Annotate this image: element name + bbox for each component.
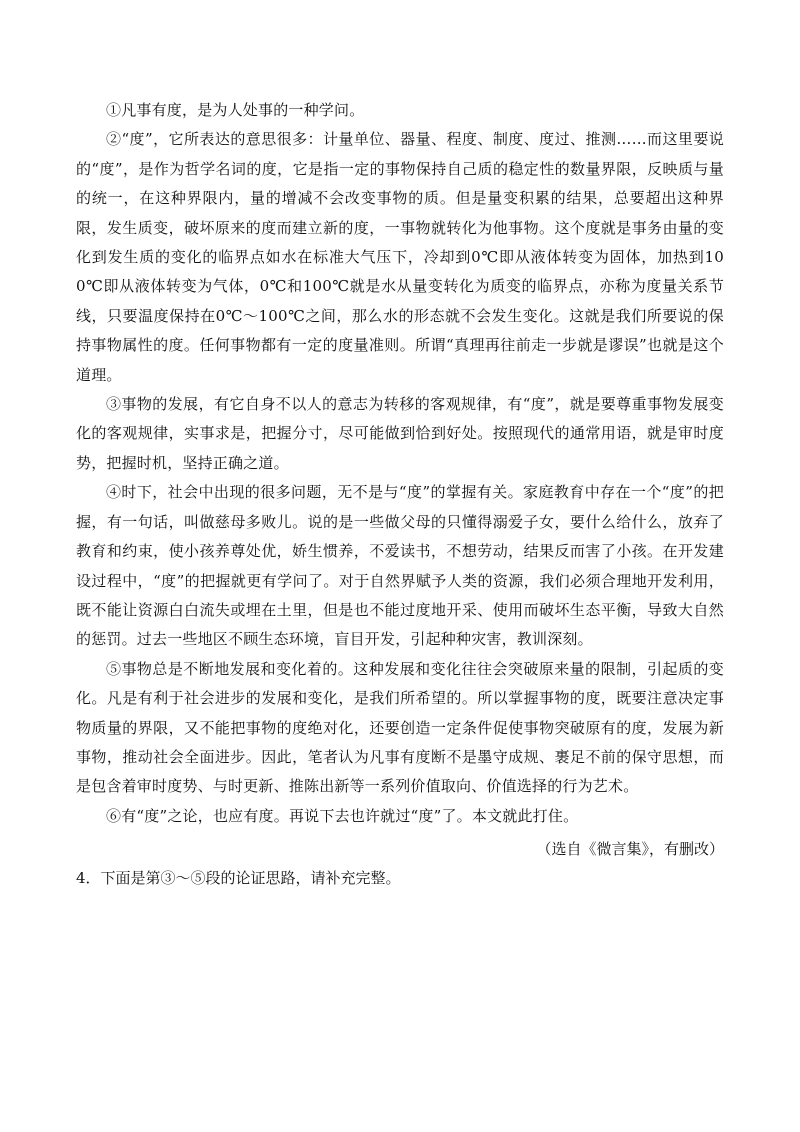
question-4: 4．下面是第③～⑤段的论证思路，请补充完整。 [76,869,401,888]
paragraph-5: ⑤事物总是不断地发展和变化着的。这种发展和变化往往会突破原来量的限制，引起质的变化。凡是有利于社会进步的发展和变化，是我们所希望的。所以掌握事物的度，既要注意决定事物质量的界限，又不能把事物的度绝对化，还要创造一定条件促使事物突破原有的度，发展为新事物，推动社会全面进步。因此，笔者认为凡事有度断不是墨守成规、裹足不前的保守思想，而是包含着审时度势、与时更新、推陈出新等一系列价值取向、价值选择的行为艺术。 [76,659,724,796]
article-body [76,96,724,864]
paragraph-2: ②“度”，它所表达的意思很多：计量单位、器量、程度、制度、度过、推测……而这里要说的“度”，是作为哲学名词的度，它是指一定的事物保持自己质的稳定性的数量界限，反映质与量的统一，在这种界限内，量的增减不会改变事物的质。但是量变积累的结果，总要超出这种界限，发生质变，破坏原来的度而建立新的度，一事物就转化为他事物。这个度就是事务由量的变化到发生质的变化的临界点如水在标准大气压下，冷却到0℃即从液体转变为固体，加热到100℃即从液体转变为气体，0℃和100℃就是水从量变转化为质变的临界点，亦称为度量关系节线，只要温度保持在0℃～100℃之间，那么水的形态就不会发生变化。这就是我们所要说的保持事物属性的度。任何事物都有一定的度量准则。所谓“真理再往前走一步就是谬误”也就是这个道理。 [76,130,724,384]
paragraph-3: ③事物的发展，有它自身不以人的意志为转移的客观规律，有“度”，就是要尊重事物发展变化的客观规律，实事求是，把握分寸，尽可能做到恰到好处。按照现代的通常用语，就是审时度势，把握时机，坚持正确之道。 [76,395,724,472]
document-page [76,96,724,893]
paragraph-1: ①凡事有度，是为人处事的一种学问。 [106,101,365,119]
paragraph-4: ④时下，社会中出现的很多问题，无不是与“度”的掌握有关。家庭教育中存在一个“度”的把握，有一句话，叫做慈母多败儿。说的是一些做父母的只懂得溺爱子女，要什么给什么，放弃了教育和约束，使小孩养尊处优，娇生惯养，不爱读书，不想劳动，结果反而害了小孩。在开发建设过程中，“度”的把握就更有学问了。对于自然界赋予人类的资源，我们必须合理地开发利用，既不能让资源白白流失或埋在土里，但是也不能过度地开采、使用而破坏生态平衡，导致大自然的惩罚。过去一些地区不顾生态环境，盲目开发，引起种种灾害，教训深刻。 [76,483,724,649]
paragraph-6: ⑥有“度”之论，也应有度。再说下去也许就过“度”了。本文就此打住。 [106,806,579,825]
article-source: （选自《微言集》，有删改） [536,840,724,859]
